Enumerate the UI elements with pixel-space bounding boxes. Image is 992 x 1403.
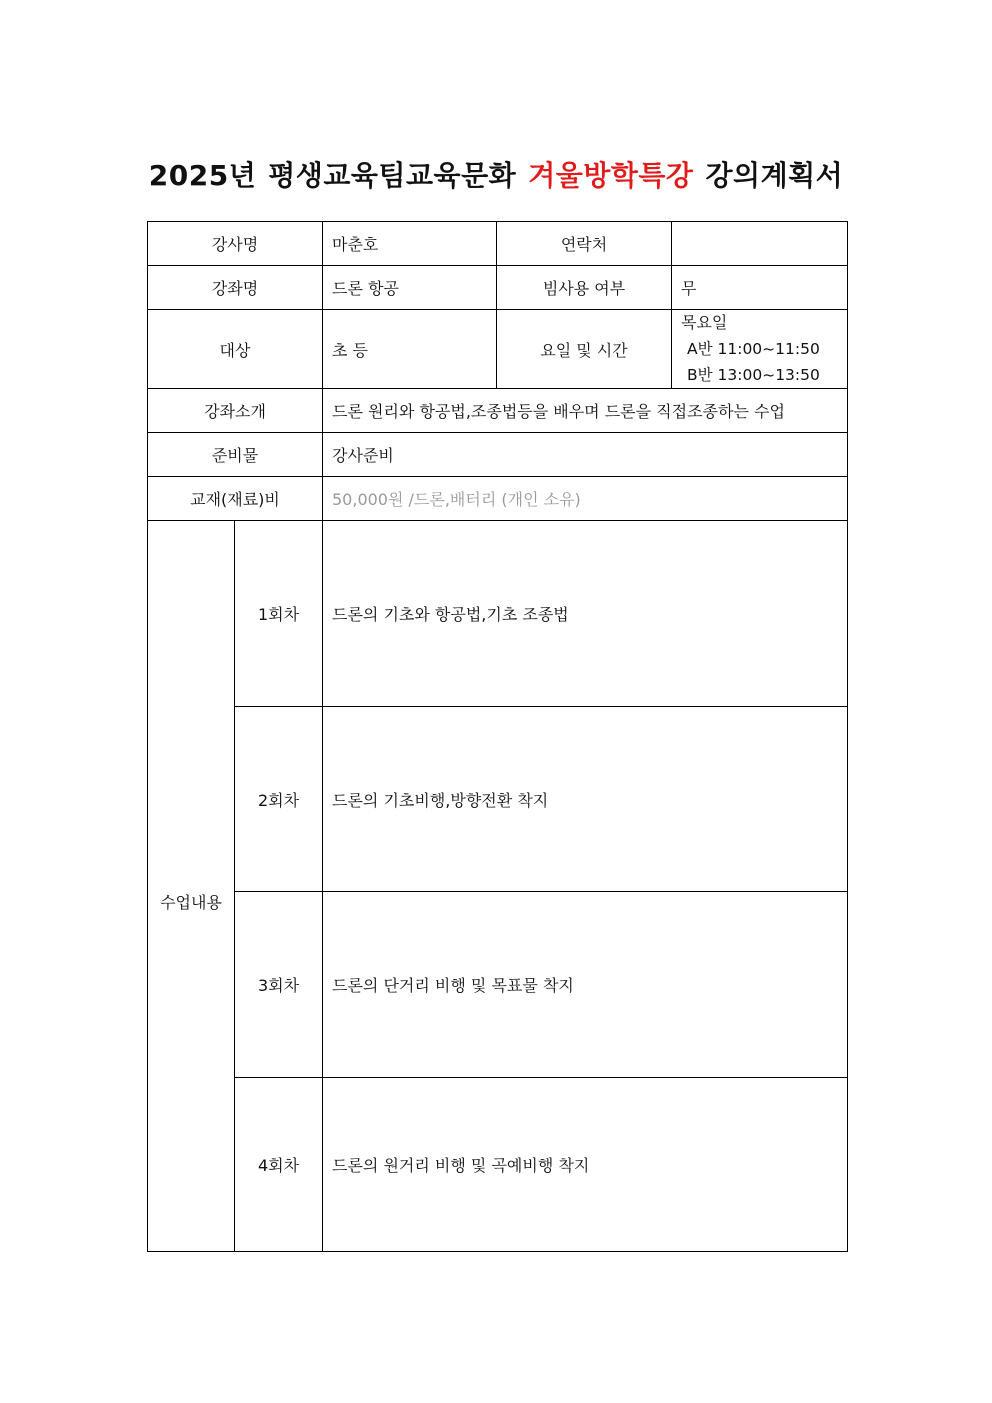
schedule-b: B반 13:00~13:50 bbox=[687, 366, 820, 384]
row-target bbox=[148, 310, 848, 389]
intro-label: 강좌소개 bbox=[148, 389, 323, 433]
session-content: 드론의 원거리 비행 및 곡예비행 착지 bbox=[323, 1078, 848, 1252]
session-content: 드론의 기초비행,방향전환 착지 bbox=[323, 707, 848, 892]
row-fee bbox=[148, 477, 848, 521]
schedule-a: A반 11:00~11:50 bbox=[687, 340, 820, 358]
session-row bbox=[148, 521, 848, 707]
session-content: 드론의 단거리 비행 및 목표물 착지 bbox=[323, 892, 848, 1078]
page-title bbox=[0, 154, 992, 194]
target-label: 대상 bbox=[148, 310, 323, 389]
schedule-day: 목요일 bbox=[681, 313, 728, 332]
session-row bbox=[148, 707, 848, 892]
intro-value: 드론 원리와 항공법,조종법등을 배우며 드론을 직접조종하는 수업 bbox=[323, 389, 848, 433]
beam-label: 빔사용 여부 bbox=[497, 266, 672, 310]
contact-label: 연락처 bbox=[497, 222, 672, 266]
schedule-value bbox=[672, 310, 848, 389]
beam-value: 무 bbox=[672, 266, 848, 310]
lecture-plan-table bbox=[147, 221, 848, 1252]
contact-value bbox=[672, 222, 848, 266]
target-value: 초 등 bbox=[323, 310, 497, 389]
schedule-label: 요일 및 시간 bbox=[497, 310, 672, 389]
row-instructor bbox=[148, 222, 848, 266]
title-suffix: 강의계획서 bbox=[705, 159, 844, 192]
prep-value: 강사준비 bbox=[323, 433, 848, 477]
course-label: 강좌명 bbox=[148, 266, 323, 310]
sessions-label: 수업내용 bbox=[148, 521, 235, 1252]
prep-label: 준비물 bbox=[148, 433, 323, 477]
title-highlight: 겨울방학특강 bbox=[528, 159, 694, 192]
row-prep bbox=[148, 433, 848, 477]
row-intro bbox=[148, 389, 848, 433]
row-course bbox=[148, 266, 848, 310]
fee-label: 교재(재료)비 bbox=[148, 477, 323, 521]
session-number: 2회차 bbox=[235, 707, 323, 892]
session-number: 1회차 bbox=[235, 521, 323, 707]
title-org: 평생교육팀교육문화 bbox=[268, 159, 517, 192]
title-year: 2025년 bbox=[148, 159, 257, 192]
instructor-label: 강사명 bbox=[148, 222, 323, 266]
fee-value: 50,000원 /드론,배터리 (개인 소유) bbox=[323, 477, 848, 521]
session-number: 4회차 bbox=[235, 1078, 323, 1252]
session-row bbox=[148, 892, 848, 1078]
course-value: 드론 항공 bbox=[323, 266, 497, 310]
session-number: 3회차 bbox=[235, 892, 323, 1078]
session-content: 드론의 기초와 항공법,기초 조종법 bbox=[323, 521, 848, 707]
session-row bbox=[148, 1078, 848, 1252]
instructor-value: 마춘호 bbox=[323, 222, 497, 266]
